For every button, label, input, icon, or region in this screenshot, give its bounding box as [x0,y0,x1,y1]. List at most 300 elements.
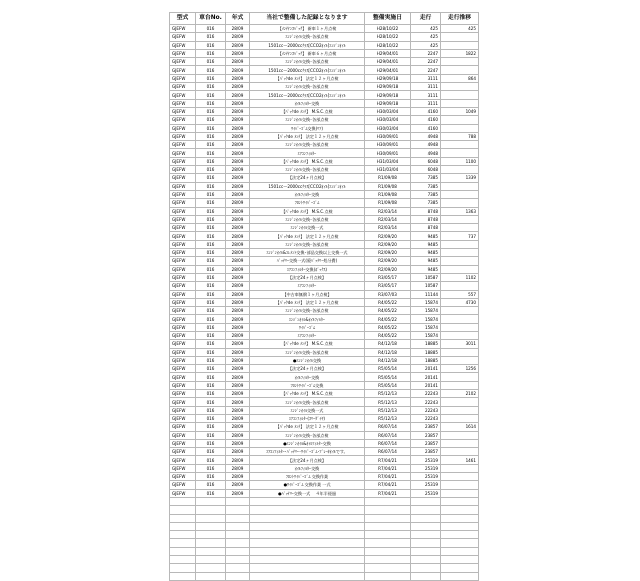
cell-chassis-no: 016 [196,207,226,215]
cell-model: GJEFW [170,166,196,174]
cell-service-date: H29/04/01 [365,49,411,57]
cell-year: 28/09 [226,423,250,431]
cell-model: GJEFW [170,473,196,481]
cell-service-date: H29/09/18 [365,83,411,91]
cell-record: ｴﾝｼﾞﾝｵｲﾙ交換･各部点検 [250,398,365,406]
empty-cell [365,522,411,530]
cell-service-date: R4/05/22 [365,298,411,306]
cell-chassis-no: 016 [196,307,226,315]
cell-model: GJEFW [170,323,196,331]
cell-mileage-change [441,58,479,66]
cell-chassis-no: 016 [196,149,226,157]
empty-cell [250,506,365,514]
cell-model: GJEFW [170,315,196,323]
cell-model: GJEFW [170,406,196,414]
cell-record: 【ﾒﾝﾃﾅﾝｽﾊﾟｯｸ】 新車１ヶ月点検 [250,25,365,33]
cell-record: ﾜｲﾊﾟｰｺﾞﾑ [250,323,365,331]
table-row [170,58,479,66]
cell-chassis-no: 016 [196,257,226,265]
cell-mileage-change: 1049 [441,107,479,115]
cell-service-date: R1/09/08 [365,182,411,190]
empty-cell [365,506,411,514]
cell-year: 28/09 [226,331,250,339]
table-row [170,307,479,315]
cell-year: 28/09 [226,282,250,290]
cell-year: 28/09 [226,431,250,439]
cell-model: GJEFW [170,91,196,99]
empty-cell [365,564,411,572]
cell-chassis-no: 016 [196,58,226,66]
cell-service-date: R5/05/14 [365,365,411,373]
cell-year: 28/09 [226,489,250,497]
cell-record: 【ﾊﾟｯｸde ﾒﾝﾃ】 M.S.C.点検 [250,107,365,115]
cell-service-date: R4/05/22 [365,331,411,339]
cell-service-date: H29/09/18 [365,99,411,107]
table-row [170,157,479,165]
cell-mileage: 20141 [411,365,441,373]
cell-service-date: R2/09/20 [365,249,411,257]
cell-year: 28/09 [226,124,250,132]
cell-mileage-change [441,448,479,456]
cell-mileage: 3111 [411,99,441,107]
cell-year: 28/09 [226,49,250,57]
table-row [170,323,479,331]
empty-row [170,556,479,564]
cell-service-date: H31/03/04 [365,157,411,165]
cell-year: 28/09 [226,390,250,398]
cell-model: GJEFW [170,199,196,207]
cell-chassis-no: 016 [196,116,226,124]
empty-cell [411,497,441,505]
empty-cell [441,531,479,539]
cell-chassis-no: 016 [196,489,226,497]
cell-record: 【ﾊﾟｯｸde ﾒﾝﾃ】 M.S.C.点検 [250,390,365,398]
table-row [170,91,479,99]
cell-year: 28/09 [226,398,250,406]
header-row [170,13,479,25]
cell-model: GJEFW [170,107,196,115]
empty-cell [441,572,479,580]
table-row [170,249,479,257]
cell-chassis-no: 016 [196,431,226,439]
cell-model: GJEFW [170,298,196,306]
cell-mileage-change [441,348,479,356]
cell-chassis-no: 016 [196,224,226,232]
cell-mileage-change: 557 [441,290,479,298]
cell-model: GJEFW [170,124,196,132]
cell-service-date: R3/05/17 [365,282,411,290]
cell-mileage-change [441,182,479,190]
cell-chassis-no: 016 [196,91,226,99]
header-mileage-change: 走行推移 [441,13,479,25]
cell-model: GJEFW [170,257,196,265]
cell-chassis-no: 016 [196,414,226,422]
cell-record: ｴﾝｼﾞﾝｵｲﾙ交換･各部点検 [250,141,365,149]
cell-model: GJEFW [170,390,196,398]
empty-cell [250,497,365,505]
cell-mileage: 4948 [411,132,441,140]
empty-cell [196,564,226,572]
table-row [170,182,479,190]
cell-model: GJEFW [170,132,196,140]
cell-record: ｴﾝｼﾞﾝｵｲﾙ交換･各部点検 [250,215,365,223]
cell-mileage: 425 [411,41,441,49]
cell-record: ｵｲﾙﾌｨﾙﾀｰ交換 [250,464,365,472]
empty-cell [170,506,196,514]
cell-chassis-no: 016 [196,157,226,165]
cell-service-date: H29/04/01 [365,66,411,74]
table-row [170,124,479,132]
cell-chassis-no: 016 [196,282,226,290]
cell-record: ●ﾜｲﾊﾟｰｺﾞﾑ 交換作業 一式 [250,481,365,489]
cell-year: 28/09 [226,464,250,472]
cell-service-date: H28/10/22 [365,41,411,49]
cell-mileage: 4160 [411,116,441,124]
empty-cell [170,564,196,572]
empty-cell [170,514,196,522]
cell-chassis-no: 016 [196,99,226,107]
cell-record: 【ﾊﾟｯｸde ﾒﾝﾃ】 法定１２ヶ月点検 [250,232,365,240]
cell-mileage-change: 1614 [441,423,479,431]
cell-year: 28/09 [226,348,250,356]
cell-service-date: H30/03/04 [365,124,411,132]
table-row [170,340,479,348]
cell-mileage-change [441,331,479,339]
cell-mileage-change [441,224,479,232]
empty-cell [365,556,411,564]
cell-year: 28/09 [226,207,250,215]
cell-year: 28/09 [226,257,250,265]
cell-record: ﾜｲﾊﾟｰｺﾞﾑ交換(ﾘｱ) [250,124,365,132]
cell-mileage-change [441,240,479,248]
cell-chassis-no: 016 [196,340,226,348]
cell-record: ｴﾝｼﾞﾝｵｲﾙ交換･各部点検 [250,58,365,66]
cell-mileage-change: 1363 [441,207,479,215]
cell-chassis-no: 016 [196,348,226,356]
empty-row [170,564,479,572]
cell-model: GJEFW [170,431,196,439]
empty-cell [411,556,441,564]
empty-cell [411,539,441,547]
cell-mileage-change [441,66,479,74]
cell-mileage-change [441,315,479,323]
cell-chassis-no: 016 [196,464,226,472]
cell-record: 【中古車無償１ヶ月点検】 [250,290,365,298]
cell-chassis-no: 016 [196,390,226,398]
cell-service-date: R3/07/03 [365,290,411,298]
cell-year: 28/09 [226,249,250,257]
cell-record: ｴﾝｼﾞﾝｵｲﾙ&ｵｲﾙﾌｨﾙﾀｰ [250,315,365,323]
empty-cell [226,522,250,530]
cell-chassis-no: 016 [196,398,226,406]
cell-chassis-no: 016 [196,331,226,339]
cell-mileage: 25319 [411,489,441,497]
cell-year: 28/09 [226,439,250,447]
empty-cell [441,506,479,514]
cell-service-date: H29/09/18 [365,91,411,99]
cell-record: ｴﾝｼﾞﾝｵｲﾙ交換･各部点検 [250,348,365,356]
cell-chassis-no: 016 [196,83,226,91]
cell-model: GJEFW [170,331,196,339]
cell-mileage: 7385 [411,190,441,198]
cell-chassis-no: 016 [196,315,226,323]
cell-model: GJEFW [170,41,196,49]
cell-model: GJEFW [170,141,196,149]
table-row [170,348,479,356]
empty-cell [196,572,226,580]
table-row [170,141,479,149]
cell-mileage: 22243 [411,390,441,398]
cell-mileage: 3111 [411,83,441,91]
cell-chassis-no: 016 [196,132,226,140]
cell-model: GJEFW [170,398,196,406]
cell-chassis-no: 016 [196,215,226,223]
cell-year: 28/09 [226,199,250,207]
empty-cell [170,497,196,505]
cell-mileage: 4948 [411,141,441,149]
cell-model: GJEFW [170,33,196,41]
cell-year: 28/09 [226,265,250,273]
cell-mileage-change: 1822 [441,49,479,57]
cell-year: 28/09 [226,356,250,364]
table-row [170,174,479,182]
cell-mileage: 15874 [411,323,441,331]
cell-year: 28/09 [226,481,250,489]
cell-service-date: R6/07/14 [365,439,411,447]
cell-service-date: R5/12/13 [365,390,411,398]
cell-chassis-no: 016 [196,473,226,481]
cell-mileage: 18885 [411,348,441,356]
empty-cell [411,522,441,530]
cell-service-date: H29/04/01 [365,58,411,66]
table-row [170,149,479,157]
cell-record: ●ﾊﾞｯﾃﾘｰ交換一式 ４年半経過 [250,489,365,497]
cell-mileage: 15874 [411,307,441,315]
header-year: 年式 [226,13,250,25]
cell-mileage: 2247 [411,66,441,74]
cell-chassis-no: 016 [196,456,226,464]
cell-service-date: R7/04/21 [365,489,411,497]
table-row [170,414,479,422]
cell-mileage: 8748 [411,224,441,232]
cell-mileage: 25319 [411,464,441,472]
empty-row [170,547,479,555]
empty-row [170,522,479,530]
cell-model: GJEFW [170,340,196,348]
table-row [170,240,479,248]
cell-mileage-change: 1100 [441,157,479,165]
cell-mileage-change: 1102 [441,273,479,281]
table-row [170,398,479,406]
cell-mileage-change: 737 [441,232,479,240]
empty-cell [250,522,365,530]
header-mileage: 走行 [411,13,441,25]
empty-cell [250,531,365,539]
cell-record: ｴﾝｼﾞﾝｵｲﾙ交換･各部点検 [250,431,365,439]
cell-mileage: 9485 [411,249,441,257]
cell-year: 28/09 [226,174,250,182]
cell-record: ｵｲﾙﾌｨﾙﾀｰ交換 [250,99,365,107]
empty-cell [365,572,411,580]
cell-model: GJEFW [170,381,196,389]
empty-cell [170,522,196,530]
cell-year: 28/09 [226,215,250,223]
cell-model: GJEFW [170,464,196,472]
empty-cell [196,522,226,530]
table-row [170,390,479,398]
header-service-date: 整備実施日 [365,13,411,25]
cell-year: 28/09 [226,406,250,414]
cell-service-date: R5/12/13 [365,398,411,406]
cell-year: 28/09 [226,25,250,33]
cell-mileage-change: 3011 [441,340,479,348]
cell-chassis-no: 016 [196,232,226,240]
cell-service-date: H30/03/04 [365,107,411,115]
cell-service-date: R2/09/20 [365,240,411,248]
empty-cell [411,531,441,539]
table-row [170,166,479,174]
cell-model: GJEFW [170,282,196,290]
cell-service-date: R5/12/13 [365,414,411,422]
empty-cell [170,556,196,564]
empty-cell [441,539,479,547]
table-row [170,66,479,74]
cell-mileage-change: 788 [441,132,479,140]
cell-model: GJEFW [170,273,196,281]
cell-service-date: R7/04/21 [365,464,411,472]
cell-model: GJEFW [170,456,196,464]
empty-cell [196,514,226,522]
cell-chassis-no: 016 [196,66,226,74]
table-row [170,381,479,389]
cell-mileage: 22243 [411,398,441,406]
table-row [170,215,479,223]
empty-cell [250,514,365,522]
cell-model: GJEFW [170,448,196,456]
cell-service-date: R2/03/14 [365,215,411,223]
empty-cell [170,547,196,555]
cell-service-date: H28/10/22 [365,33,411,41]
cell-model: GJEFW [170,83,196,91]
cell-mileage-change [441,33,479,41]
cell-mileage: 20141 [411,373,441,381]
empty-cell [196,547,226,555]
cell-record: ｵｲﾙﾌｨﾙﾀｰ交換 [250,373,365,381]
table-row [170,481,479,489]
cell-record: 【法定24ヶ月点検】 [250,456,365,464]
empty-cell [196,497,226,505]
empty-cell [411,514,441,522]
empty-cell [226,539,250,547]
cell-chassis-no: 016 [196,199,226,207]
cell-mileage: 6048 [411,157,441,165]
cell-chassis-no: 016 [196,166,226,174]
cell-record: ｴﾝｼﾞﾝｵｲﾙ交換･各部点検 [250,33,365,41]
table-row [170,423,479,431]
cell-mileage: 2247 [411,58,441,66]
cell-year: 28/09 [226,41,250,49]
cell-year: 28/09 [226,116,250,124]
cell-year: 28/09 [226,157,250,165]
cell-mileage: 4160 [411,124,441,132]
cell-year: 28/09 [226,149,250,157]
cell-chassis-no: 016 [196,439,226,447]
maintenance-table [169,12,479,581]
empty-cell [411,572,441,580]
cell-chassis-no: 016 [196,265,226,273]
cell-mileage-change [441,116,479,124]
cell-service-date: R2/03/14 [365,224,411,232]
empty-cell [441,564,479,572]
table-row [170,290,479,298]
cell-record: 【ﾊﾟｯｸde ﾒﾝﾃ】 法定１２ヶ月点検 [250,423,365,431]
header-model: 型式 [170,13,196,25]
cell-record: ｴﾝｼﾞﾝｵｲﾙ交換･各部点検 [250,240,365,248]
empty-cell [250,539,365,547]
cell-year: 28/09 [226,190,250,198]
cell-model: GJEFW [170,365,196,373]
cell-model: GJEFW [170,265,196,273]
cell-model: GJEFW [170,207,196,215]
cell-mileage: 23857 [411,423,441,431]
cell-year: 28/09 [226,107,250,115]
table-row [170,431,479,439]
cell-model: GJEFW [170,224,196,232]
cell-model: GJEFW [170,423,196,431]
cell-service-date: R4/05/22 [365,323,411,331]
cell-chassis-no: 016 [196,49,226,57]
cell-record: 【ﾊﾟｯｸde ﾒﾝﾃ】 M.S.C.点検 [250,157,365,165]
cell-record: ●ｴﾝｼﾞﾝｵｲﾙ&ｵｲﾙﾌｨﾙﾀｰ交換 [250,439,365,447]
cell-mileage: 9485 [411,240,441,248]
cell-year: 28/09 [226,414,250,422]
cell-chassis-no: 016 [196,323,226,331]
table-row [170,199,479,207]
cell-mileage-change [441,356,479,364]
cell-service-date: H30/09/01 [365,149,411,157]
cell-year: 28/09 [226,224,250,232]
cell-year: 28/09 [226,232,250,240]
cell-mileage-change [441,190,479,198]
empty-cell [441,556,479,564]
cell-year: 28/09 [226,166,250,174]
cell-model: GJEFW [170,58,196,66]
cell-mileage-change: 1339 [441,174,479,182]
cell-model: GJEFW [170,356,196,364]
cell-mileage: 23857 [411,439,441,447]
cell-record: ｴﾝｼﾞﾝｵｲﾙ交換･各部点検 [250,83,365,91]
cell-record: ﾌﾛﾝﾄﾜｲﾊﾟｰｺﾞﾑ交換 [250,381,365,389]
cell-mileage-change: 1256 [441,365,479,373]
cell-record: ｴｱｺﾝﾌｨﾙﾀｰ [250,331,365,339]
cell-mileage-change [441,489,479,497]
cell-mileage-change [441,481,479,489]
cell-mileage-change [441,99,479,107]
cell-mileage: 22243 [411,406,441,414]
empty-cell [226,514,250,522]
cell-service-date: R7/04/21 [365,456,411,464]
cell-service-date: R1/09/08 [365,174,411,182]
cell-year: 28/09 [226,132,250,140]
cell-year: 28/09 [226,74,250,82]
cell-mileage-change [441,307,479,315]
table-row [170,373,479,381]
cell-model: GJEFW [170,307,196,315]
cell-chassis-no: 016 [196,124,226,132]
cell-mileage-change [441,323,479,331]
cell-model: GJEFW [170,25,196,33]
empty-row [170,531,479,539]
